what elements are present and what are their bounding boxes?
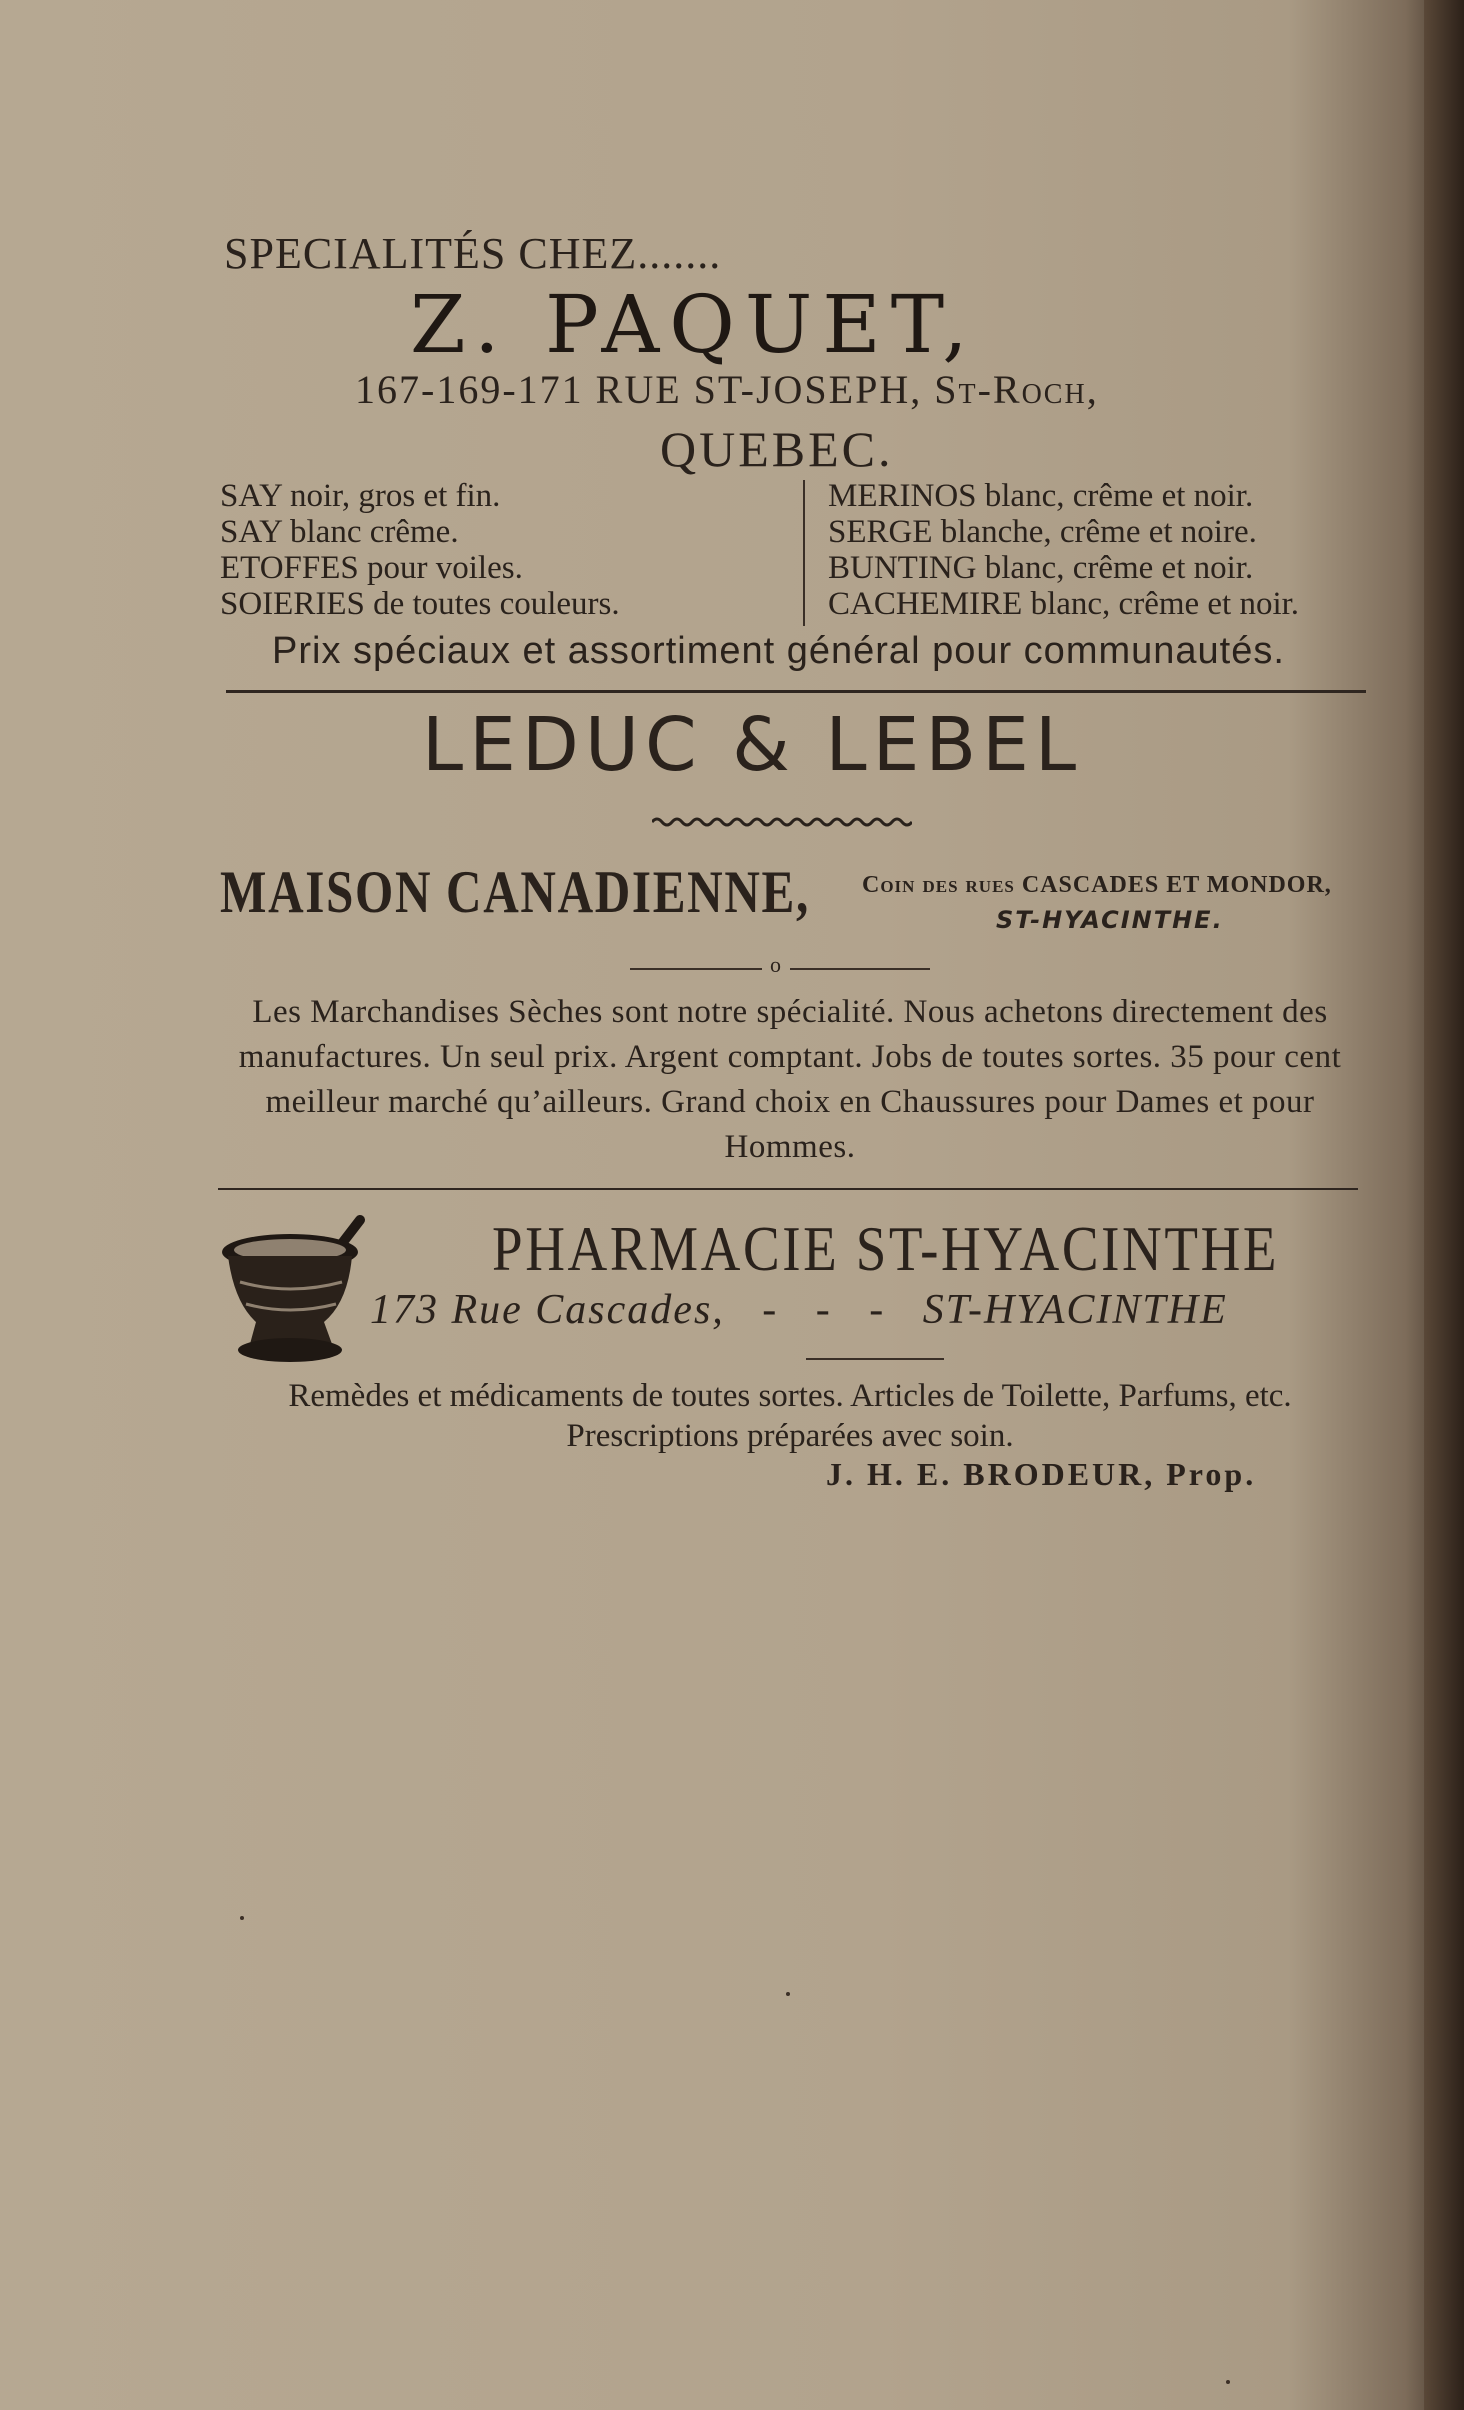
paquet-item: SOIERIES de toutes couleurs. (220, 586, 620, 622)
book-spine-edge (1424, 0, 1464, 2410)
section-rule (226, 690, 1366, 693)
paquet-city: QUEBEC. (660, 421, 894, 477)
pharmacie-proprietor: J. H. E. BRODEUR, Prop. (826, 1456, 1257, 1492)
pharmacie-title: PHARMACIE ST-HYACINTHE (492, 1213, 1280, 1284)
leduc-name: LEDUC & LEBEL (421, 702, 1083, 788)
maison-text: Les Marchandises Sèches sont notre spécialité. Nous achetons directement des manufactures. Un seul prix. Argent comptant. Jobs de toutes sortes. 35 pour cent meilleur marché qu’ailleurs. Grand choix en Chaussures pour Dames et pour Hommes. (238, 994, 1342, 1165)
paquet-item: ETOFFES pour voiles. (220, 550, 523, 586)
maison-address-line2: ST-HYACINTHE. (996, 906, 1224, 934)
paquet-left-column (220, 478, 620, 622)
section-rule (218, 1188, 1358, 1190)
paquet-right-column (828, 478, 1299, 622)
pharmacie-address: 173 Rue Cascades, - - - ST-HYACINTHE (370, 1287, 1228, 1333)
mortar-pestle-icon (220, 1212, 370, 1372)
pharmacie-text (200, 1376, 1380, 1456)
paquet-item: MERINOS blanc, crême et noir. (828, 478, 1254, 514)
paper-speck (240, 1916, 244, 1920)
section-rule (806, 1358, 944, 1360)
o-separator: o (630, 952, 930, 982)
paper-speck (786, 1992, 790, 1996)
pharmacie-line: Prescriptions préparées avec soin. (566, 1418, 1014, 1454)
paquet-item: BUNTING blanc, crême et noir. (828, 550, 1254, 586)
maison-title: MAISON CANADIENNE, (220, 859, 810, 925)
paquet-item: SAY noir, gros et fin. (220, 478, 501, 514)
column-divider (803, 480, 805, 626)
wavy-ornament (652, 816, 912, 828)
paquet-address-street: 167-169-171 RUE ST-JOSEPH, (355, 367, 923, 412)
paquet-tagline: Prix spéciaux et assortiment général pour communautés. (272, 630, 1285, 672)
maison-address-line1: Coin des rues CASCADES ET MONDOR, (862, 872, 1332, 898)
paquet-address-area: St-Roch, (934, 367, 1099, 412)
pharmacie-line: Remèdes et médicaments de toutes sortes. Articles de Toilette, Parfums, etc. (288, 1378, 1292, 1414)
paquet-item: SAY blanc crême. (220, 514, 459, 550)
paquet-name: Z. PAQUET, (410, 278, 978, 371)
paper-speck (1226, 2380, 1230, 2384)
paquet-item: SERGE blanche, crême et noire. (828, 514, 1257, 550)
paquet-address (355, 366, 1099, 413)
paquet-item: CACHEMIRE blanc, crême et noir. (828, 586, 1300, 622)
paquet-intro: SPECIALITÉS CHEZ....... (224, 229, 722, 278)
